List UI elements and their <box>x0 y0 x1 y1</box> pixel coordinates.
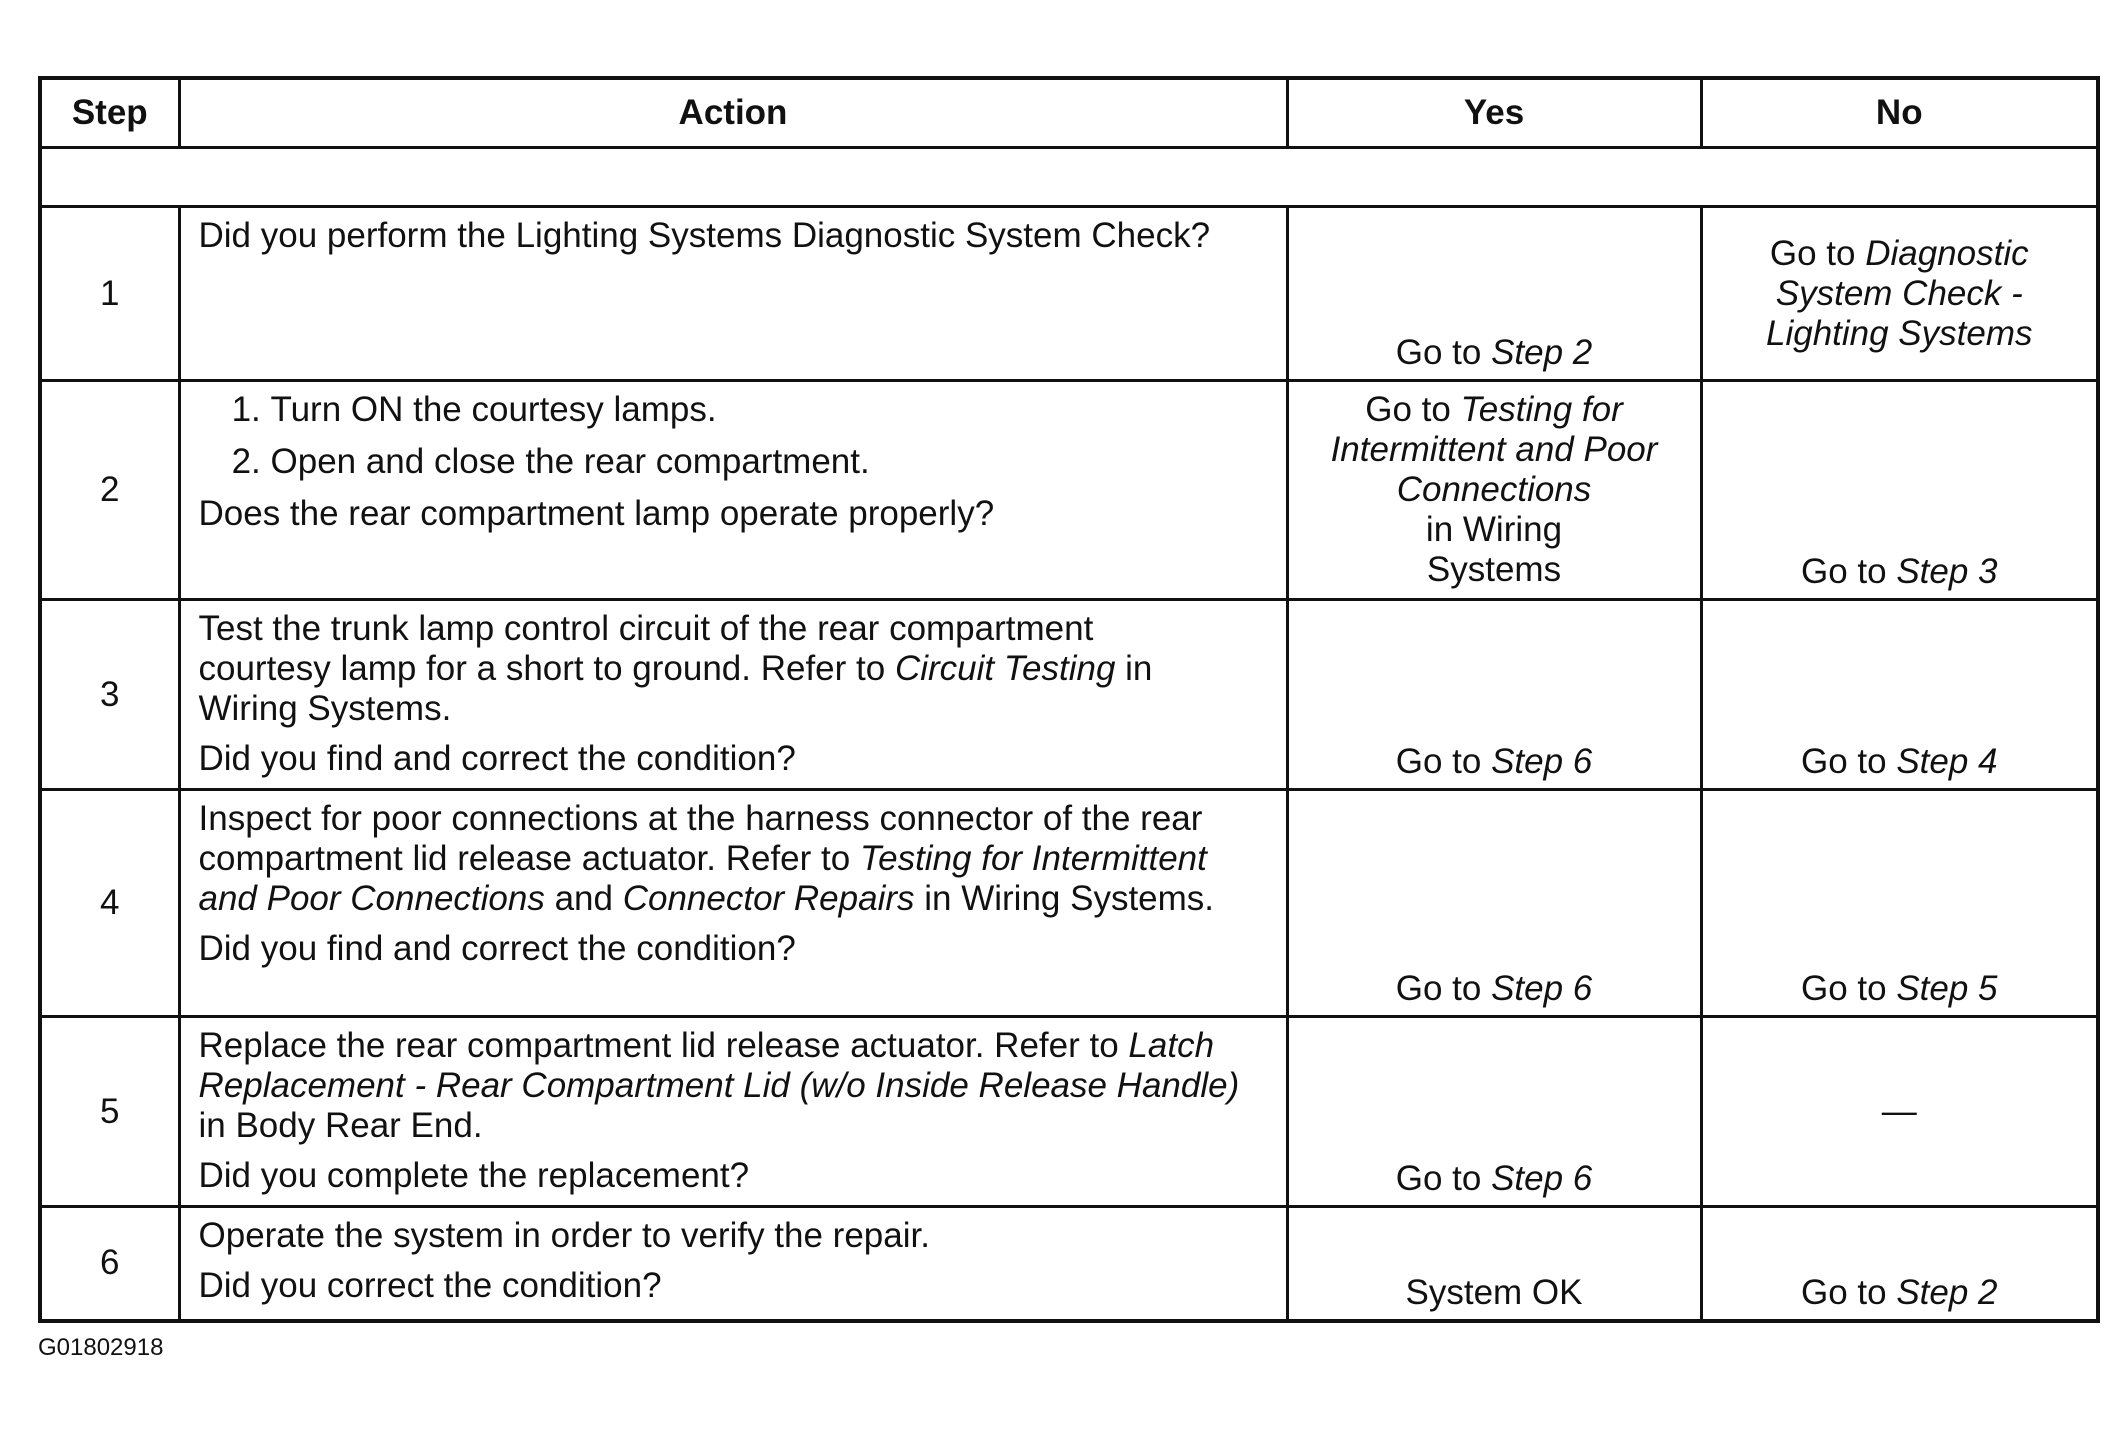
no-link[interactable]: Step 5 <box>1896 969 1998 1008</box>
action-reference[interactable]: Latch Replacement - Rear Compartment Lid (w/o Inside Release Handle) <box>198 1026 1240 1105</box>
step-number: 3 <box>40 600 179 790</box>
action-reference[interactable]: Circuit Testing <box>894 649 1116 688</box>
table-row <box>40 207 2098 381</box>
action-cell <box>179 1017 1287 1207</box>
figure-id: G01802918 <box>38 1334 164 1361</box>
no-link[interactable]: Step 2 <box>1896 1272 1998 1312</box>
action-text-part: and <box>544 879 623 918</box>
action-text-part: in Body Rear End. <box>198 1106 483 1145</box>
go-to-text: Go to <box>1395 969 1492 1008</box>
action-text-part: Test the trunk lamp control circuit of the rear compartment courtesy lamp for a short to ground. Refer to <box>198 609 1094 688</box>
no-link[interactable]: Diagnostic System Check - Lighting Systems <box>1765 233 2033 353</box>
yes-cell <box>1287 1017 1701 1207</box>
yes-link[interactable]: Step 6 <box>1491 969 1593 1008</box>
no-header: No <box>1701 78 2098 148</box>
no-link[interactable]: Step 3 <box>1896 552 1998 591</box>
action-cell <box>179 381 1287 600</box>
go-to-text: Go to <box>1395 333 1492 372</box>
yes-link[interactable]: Step 6 <box>1491 1159 1593 1198</box>
action-step-item: 1. Turn ON the courtesy lamps. <box>271 390 1268 430</box>
table-row <box>40 790 2098 1017</box>
system-ok-text: System OK <box>1405 1272 1583 1312</box>
table-row <box>40 381 2098 600</box>
action-question: Did you correct the condition? <box>198 1266 662 1305</box>
no-cell <box>1701 207 2098 381</box>
action-text <box>199 1026 1268 1146</box>
action-text: Did you perform the Lighting Systems Diagnostic System Check? <box>198 216 1211 255</box>
action-text <box>199 609 1199 729</box>
step-number: 6 <box>40 1207 179 1321</box>
table-row <box>40 1017 2098 1207</box>
action-question: Did you find and correct the condition? <box>198 739 796 778</box>
action-reference[interactable]: Connector Repairs <box>622 879 915 918</box>
step-number: 4 <box>40 790 179 1017</box>
step-number: 2 <box>40 381 179 600</box>
no-cell <box>1701 790 2098 1017</box>
header-row <box>40 78 2098 148</box>
action-reference[interactable]: Testing for Intermittent and Poor Connections <box>198 839 1207 918</box>
step-number: 1 <box>40 207 179 381</box>
action-text-part: Replace the rear compartment lid release actuator. Refer to <box>198 1026 1129 1065</box>
no-cell <box>1701 1207 2098 1321</box>
no-cell <box>1701 1017 2098 1207</box>
go-to-text: Go to <box>1365 390 1461 429</box>
go-to-text: Go to <box>1800 742 1897 781</box>
no-dash: — <box>1881 1091 1917 1131</box>
yes-link[interactable]: Testing for Intermittent and Poor Connections <box>1330 390 1658 509</box>
yes-header: Yes <box>1287 78 1701 148</box>
action-question: Does the rear compartment lamp operate properly? <box>198 494 995 533</box>
action-question: Did you find and correct the condition? <box>198 929 796 968</box>
action-text-part: in Wiring Systems. <box>198 649 1153 728</box>
yes-link[interactable]: Step 6 <box>1491 742 1593 781</box>
go-to-text: Go to <box>1800 552 1897 591</box>
step-number: 5 <box>40 1017 179 1207</box>
action-cell <box>179 1207 1287 1321</box>
go-to-text: Go to <box>1395 742 1492 781</box>
action-text <box>199 799 1268 919</box>
yes-cell <box>1287 207 1701 381</box>
action-cell <box>179 207 1287 381</box>
action-question: Did you complete the replacement? <box>198 1156 750 1195</box>
action-text: Operate the system in order to verify the repair. <box>198 1216 930 1255</box>
action-header: Action <box>179 78 1287 148</box>
action-cell <box>179 790 1287 1017</box>
table-row <box>40 600 2098 790</box>
action-step-item: 2. Open and close the rear compartment. <box>271 442 1268 482</box>
yes-cell <box>1287 790 1701 1017</box>
action-steps-list <box>199 390 1268 482</box>
no-link[interactable]: Step 4 <box>1896 742 1998 781</box>
yes-link[interactable]: Step 2 <box>1491 333 1593 372</box>
action-cell <box>179 600 1287 790</box>
yes-cell <box>1287 1207 1701 1321</box>
action-text-part: Inspect for poor connections at the harness connector of the rear compartment lid release actuator. Refer to <box>198 799 1203 878</box>
yes-cell <box>1287 381 1701 600</box>
go-to-text: Go to <box>1800 1272 1897 1312</box>
action-text-part: in Wiring Systems. <box>914 879 1215 918</box>
spacer-row <box>40 148 2098 207</box>
go-to-text: Go to <box>1395 1159 1492 1198</box>
go-to-text: Go to <box>1800 969 1897 1008</box>
spacer-cell <box>40 148 2098 207</box>
table-row <box>40 1207 2098 1321</box>
step-header: Step <box>40 78 179 148</box>
go-to-text: Go to <box>1769 233 1866 273</box>
no-cell <box>1701 600 2098 790</box>
diagnostic-table <box>38 76 2100 1323</box>
no-cell <box>1701 381 2098 600</box>
yes-cell <box>1287 600 1701 790</box>
yes-suffix: in Wiring Systems <box>1425 510 1563 589</box>
